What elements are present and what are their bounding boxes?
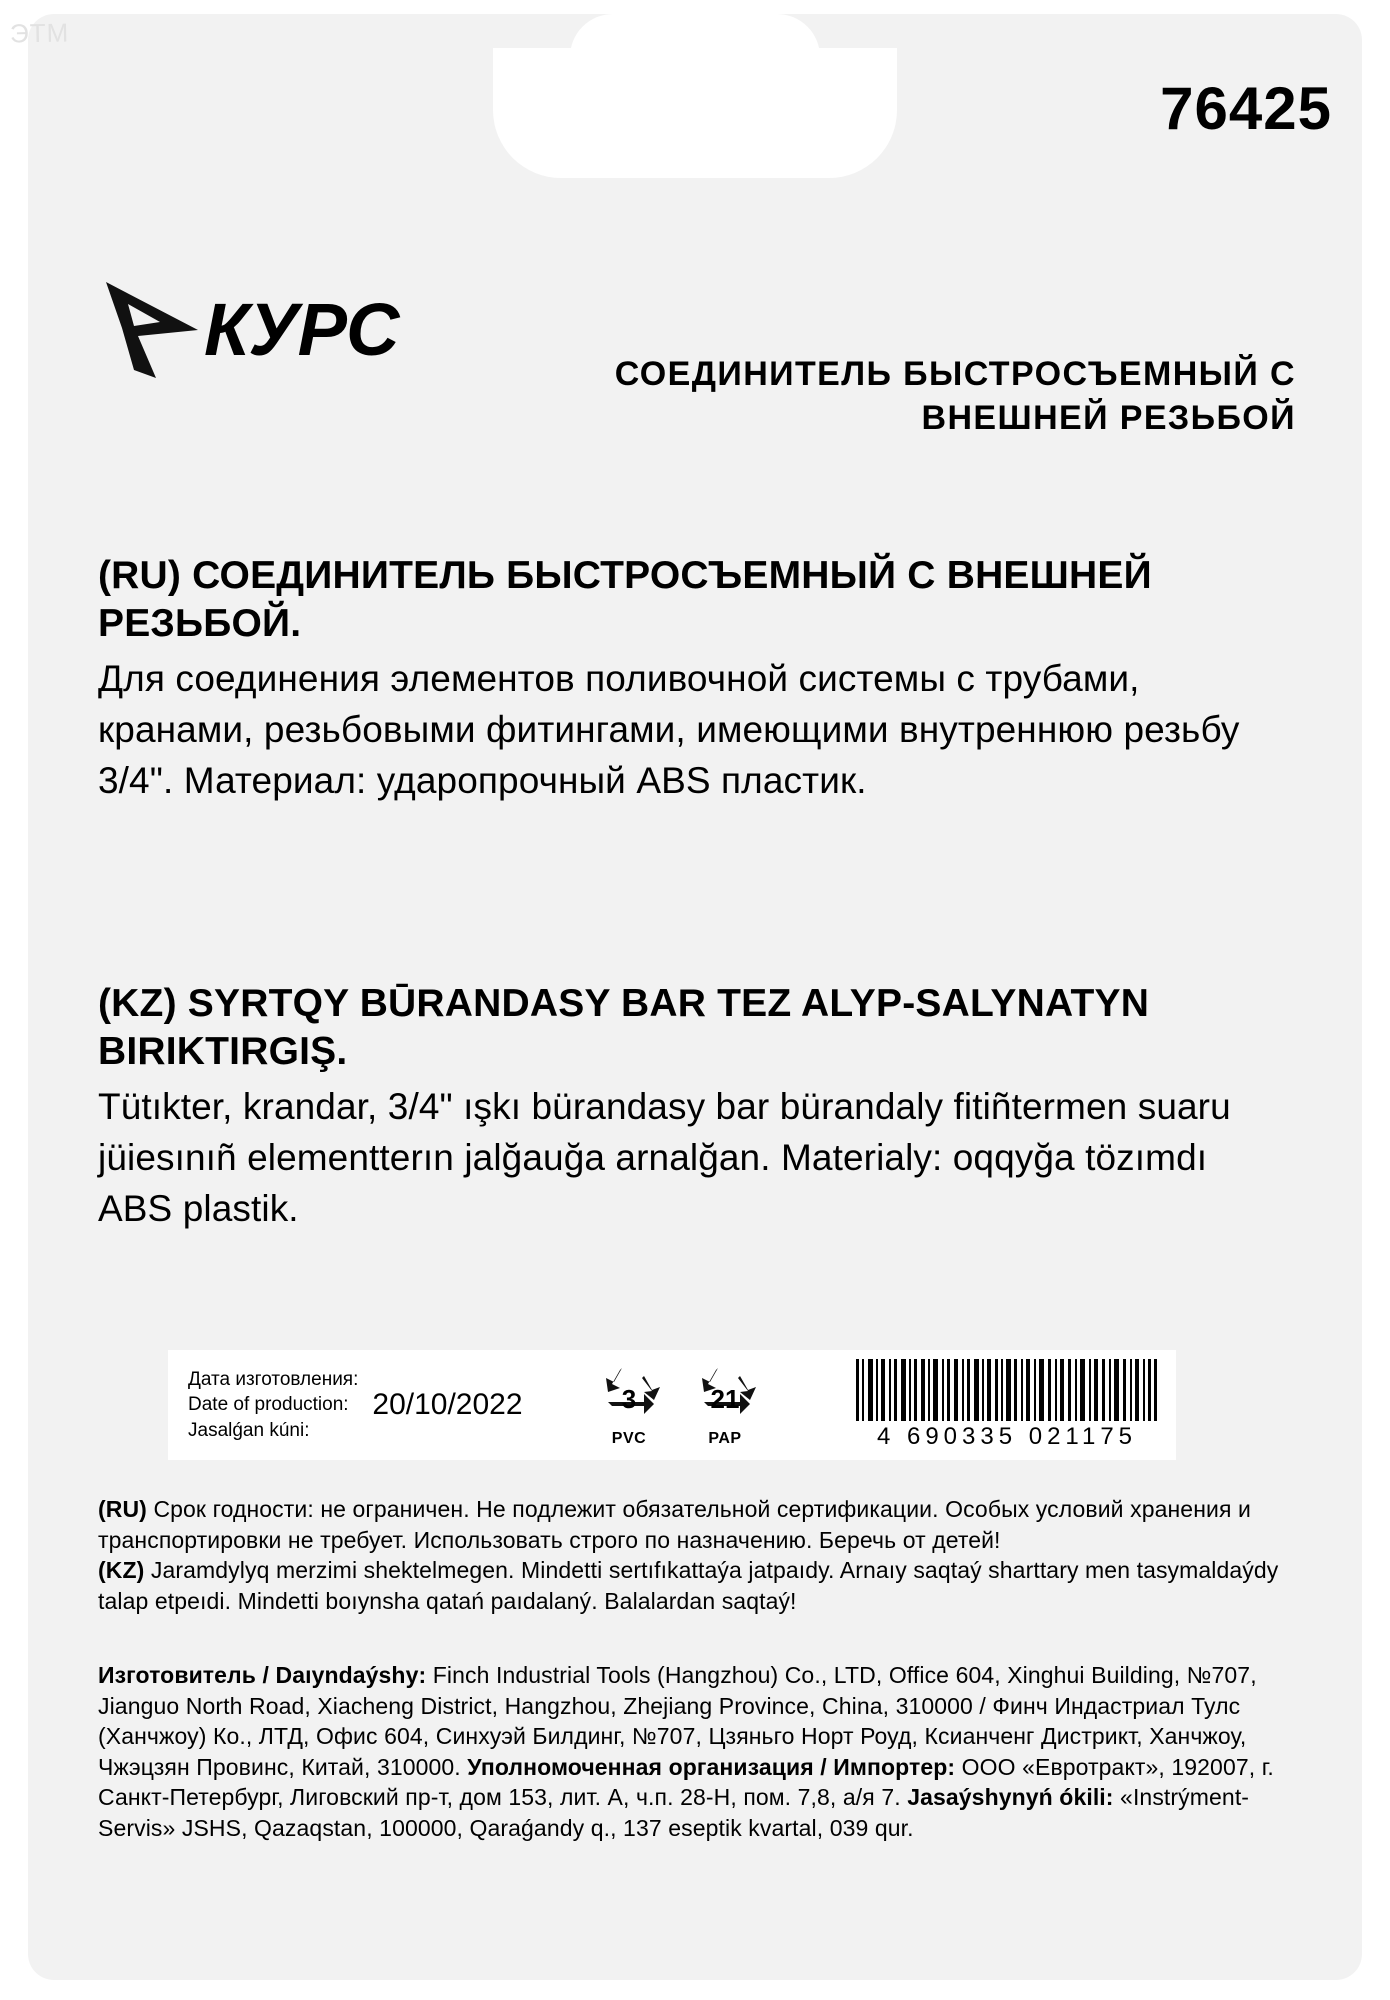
storage-info — [98, 1494, 1288, 1616]
manufacturer-paragraph — [98, 1660, 1288, 1843]
production-label-en: Date of production: — [188, 1394, 349, 1416]
product-title: СОЕДИНИТЕЛЬ БЫСТРОСЪЕМНЫЙ С ВНЕШНЕЙ РЕЗЬБОЙ — [614, 355, 1296, 438]
brand-block — [98, 278, 398, 382]
article-number: 76425 — [1160, 75, 1332, 142]
description-ru — [98, 552, 1278, 806]
description-kz-body: Tütıkter, krandar, 3/4" ışkı bürandasy bar bürandaly fitiñtermen suaru jüiesınıñ elementterın jalğauğa arnalğan. Materialy: oqqyğa tözımdı ABS plastik. — [98, 1086, 1231, 1230]
manufacturer-info — [98, 1660, 1288, 1843]
importer-label: Уполномоченная организация / Импортер: — [467, 1753, 956, 1780]
kz-representative-text: «Instrýment-Servis» JSHS, Qazaqstan, 100000, Qaraǵandy q., 137 eseptik kvartal, 039 qur. — [98, 1784, 1250, 1841]
manufacturer-text: Finch Industrial Tools (Hangzhou) Co., LTD, Office 604, Xinghui Building, №707, Jianguo North Road, Xiacheng District, Hangzhou, Zhejiang Province, China, 310000 / Финч Индастриал Тулс (Ханчжоу) Ко., ЛТД, Офис 604, Синхуэй Билдинг, №707, Цзяньго Норт Роуд, Ксианченг Дистрикт, Ханчжоу, Чжэцзян Провинс, Китай, 310000. — [98, 1662, 1257, 1780]
barcode-digits: 4 690335 021175 — [876, 1423, 1138, 1450]
recycling-symbols — [592, 1362, 762, 1448]
euro-hang-hole — [493, 48, 897, 178]
storage-info-kz — [98, 1555, 1288, 1616]
production-date-value: 20/10/2022 — [372, 1388, 523, 1421]
description-ru-heading: (RU) СОЕДИНИТЕЛЬ БЫСТРОСЪЕМНЫЙ С ВНЕШНЕЙ РЕЗЬБОЙ. — [98, 554, 1152, 645]
storage-info-kz-text: Jaramdylyq merzimi shektelmegen. Mindetti sertıfıkattaýa jatpaıdy. Arnaıy saqtaý sharttary men tasymaldaýdy talap etpeıdi. Mindetti boıynsha qatań paıdalaný. Balalardan saqtaý! — [98, 1557, 1279, 1614]
kz-representative-label: Jasaýshynyń ókili: — [907, 1784, 1114, 1811]
recycle-number-pap: 21 — [710, 1384, 740, 1414]
importer-text: ООО «Евротракт», 192007, г. Санкт-Петербург, Лиговский пр-т, дом 153, лит. А, ч.п. 28-Н, пом. 7,8, а/я 7. — [98, 1753, 1274, 1811]
description-kz-heading: (KZ) SYRTQY BŪRANDASY BAR TEZ ALYP-SALYNATYN BIRIKTIRGIŞ. — [98, 982, 1150, 1073]
storage-info-ru-text: Срок годности: не ограничен. Не подлежит обязательной сертификации. Особых условий хранения и транспортировки не требует. Использовать строго по назначению. Беречь от детей! — [98, 1496, 1251, 1553]
recycle-code-pap: PAP — [708, 1430, 742, 1447]
production-strip — [168, 1350, 1176, 1460]
description-kz — [98, 980, 1278, 1234]
manufacturer-label: Изготовитель / Daıyndaýshy: — [98, 1662, 427, 1688]
recycle-symbol-pvc — [592, 1362, 666, 1448]
arrow-logo-icon — [98, 278, 206, 382]
recycle-number-pvc: 3 — [621, 1384, 637, 1414]
barcode-icon — [854, 1359, 1160, 1421]
recycle-symbol-pap — [688, 1362, 762, 1448]
storage-info-ru-prefix: (RU) — [98, 1496, 147, 1522]
watermark-text: ЭТМ — [9, 17, 70, 49]
storage-info-ru — [98, 1494, 1288, 1555]
storage-info-kz-prefix: (KZ) — [98, 1557, 145, 1584]
production-label-kz: Jasalǵan kúni: — [188, 1419, 310, 1441]
production-date-labels — [188, 1367, 358, 1443]
barcode-block — [846, 1350, 1176, 1460]
brand-name: КУРС — [204, 288, 399, 371]
recycle-code-pvc: PVC — [611, 1430, 647, 1447]
description-ru-body: Для соединения элементов поливочной системы с трубами, кранами, резьбовыми фитингами, имеющими внутреннюю резьбу 3/4". Материал: ударопрочный ABS пластик. — [98, 658, 1240, 802]
production-date-box — [168, 1350, 580, 1460]
production-label-ru: Дата изготовления: — [188, 1368, 359, 1390]
